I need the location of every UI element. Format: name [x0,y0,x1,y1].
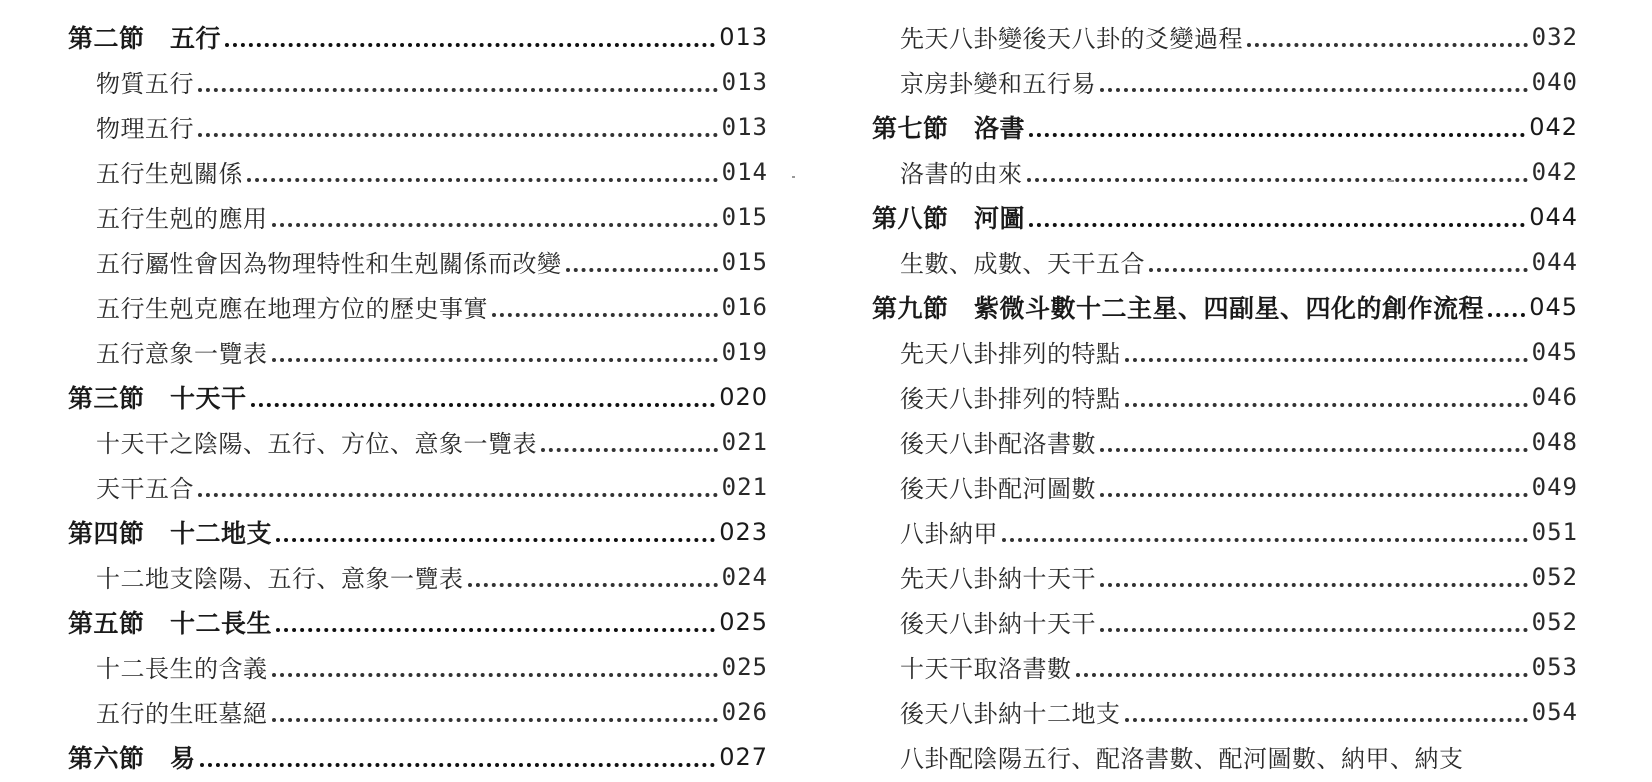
toc-page-number: 053 [1531,652,1578,681]
toc-entry-title: 後天八卦配洛書數 [900,430,1096,458]
dot-leader [251,403,716,407]
dot-leader [1125,718,1528,722]
toc-entry-title: 物理五行 [96,115,194,143]
toc-page-number: 054 [1531,697,1578,726]
toc-subsection-entry [872,239,1578,284]
toc-right-column [872,14,1578,779]
dot-leader [225,43,715,47]
toc-subsection-entry [872,329,1578,374]
toc-subsection-entry [68,689,768,734]
toc-entry-title: 物質五行 [96,70,194,98]
toc-section-entry [872,104,1578,149]
toc-entry-title: 後天八卦配河圖數 [900,475,1096,503]
toc-subsection-entry [872,689,1578,734]
dot-leader [1488,313,1525,317]
dot-leader [276,538,715,542]
toc-page-number: 032 [1531,22,1578,51]
toc-subsection-entry [872,419,1578,464]
toc-entry-title: 十天干之陰陽、五行、方位、意象一覽表 [96,430,537,458]
dot-leader [198,493,718,497]
toc-page-number: 048 [1531,427,1578,456]
toc-subsection-entry [872,464,1578,509]
toc-subsection-entry [872,14,1578,59]
toc-subsection-entry [872,554,1578,599]
dot-leader [541,448,718,452]
dot-leader [272,358,718,362]
toc-entry-title: 五行的生旺墓絕 [96,700,268,728]
toc-section-entry [68,734,768,779]
toc-entry-title: 十二長生的含義 [96,655,268,683]
toc-entry-title: 後天八卦排列的特點 [900,385,1121,413]
scan-speck [792,176,795,178]
toc-page-number: 025 [719,607,768,636]
dot-leader [1029,223,1525,227]
toc-page-number: 025 [721,652,768,681]
toc-subsection-entry [68,554,768,599]
toc-page-number: 040 [1531,67,1578,96]
toc-subsection-entry [872,149,1578,194]
toc-entry-title: 第七節 洛書 [872,113,1026,143]
toc-entry-title: 十天干取洛書數 [900,655,1072,683]
toc-page-number: 046 [1531,382,1578,411]
dot-leader [272,223,718,227]
toc-entry-title: 五行屬性會因為物理特性和生剋關係而改變 [96,250,562,278]
toc-entry-title: 十二地支陰陽、五行、意象一覽表 [96,565,464,593]
toc-page-number: 045 [1531,337,1578,366]
toc-page-number: 013 [719,22,768,51]
toc-entry-title: 第八節 河圖 [872,203,1026,233]
toc-entry-title: 五行意象一覽表 [96,340,268,368]
toc-entry-title: 八卦配陰陽五行、配洛書數、配河圖數、納甲、納支 [900,745,1464,773]
dot-leader [1100,628,1528,632]
dot-leader [247,178,718,182]
toc-entry-title: 天干五合 [96,475,194,503]
toc-subsection-entry [68,239,768,284]
toc-page-number: 026 [721,697,768,726]
toc-entry-title: 京房卦變和五行易 [900,70,1096,98]
toc-subsection-entry [872,599,1578,644]
toc-page-number: 015 [721,247,768,276]
toc-page-number: 016 [721,292,768,321]
toc-section-entry [68,374,768,419]
toc-entry-title: 八卦納甲 [900,520,998,548]
scan-speck [1388,180,1394,182]
toc-section-entry [872,284,1578,329]
toc-page-number: 015 [721,202,768,231]
dot-leader [272,718,718,722]
dot-leader [198,88,718,92]
dot-leader [1100,583,1528,587]
toc-page-number: 042 [1531,157,1578,186]
toc-left-column [68,14,768,779]
toc-page-number: 024 [721,562,768,591]
toc-entry-title: 第二節 五行 [68,23,222,53]
toc-page-number: 051 [1531,517,1578,546]
dot-leader [276,628,715,632]
toc-section-entry [68,599,768,644]
toc-section-entry [68,509,768,554]
toc-page-number: 044 [1531,247,1578,276]
dot-leader [1027,178,1528,182]
toc-subsection-entry [68,329,768,374]
toc-page-number: 052 [1531,562,1578,591]
toc-entry-title: 第六節 易 [68,743,196,773]
toc-subsection-entry [68,59,768,104]
toc-page-number: 052 [1531,607,1578,636]
toc-entry-title: 五行生剋關係 [96,160,243,188]
dot-leader [468,583,718,587]
dot-leader [1125,358,1528,362]
toc-page-number: 020 [719,382,768,411]
toc-entry-title: 先天八卦排列的特點 [900,340,1121,368]
toc-entry-title: 生數、成數、天干五合 [900,250,1145,278]
dot-leader [1100,493,1528,497]
toc-subsection-entry [68,464,768,509]
dot-leader [492,313,718,317]
dot-leader [272,673,718,677]
toc-subsection-entry [872,734,1578,779]
toc-page-number: 021 [721,472,768,501]
toc-section-entry [68,14,768,59]
toc-subsection-entry [68,644,768,689]
toc-entry-title: 五行生剋克應在地理方位的歷史事實 [96,295,488,323]
toc-entry-title: 第四節 十二地支 [68,518,273,548]
toc-subsection-entry [68,419,768,464]
toc-entry-title: 洛書的由來 [900,160,1023,188]
toc-subsection-entry [872,59,1578,104]
toc-page-number: 042 [1529,112,1578,141]
toc-page-number: 014 [721,157,768,186]
dot-leader [1100,448,1528,452]
dot-leader [200,763,716,767]
toc-subsection-entry [68,284,768,329]
toc-page-number: 013 [721,112,768,141]
toc-subsection-entry [68,104,768,149]
toc-page-number: 045 [1529,292,1578,321]
dot-leader [1100,88,1528,92]
toc-section-entry [872,194,1578,239]
toc-entry-title: 先天八卦納十天干 [900,565,1096,593]
toc-entry-title: 五行生剋的應用 [96,205,268,233]
dot-leader [566,268,718,272]
dot-leader [1076,673,1528,677]
dot-leader [1247,43,1528,47]
dot-leader [198,133,718,137]
dot-leader [1029,133,1525,137]
toc-page-number: 049 [1531,472,1578,501]
dot-leader [1125,403,1528,407]
toc-subsection-entry [68,149,768,194]
toc-entry-title: 第五節 十二長生 [68,608,273,638]
toc-page-number: 044 [1529,202,1578,231]
toc-entry-title: 第三節 十天干 [68,383,247,413]
toc-entry-title: 後天八卦納十天干 [900,610,1096,638]
toc-page-number: 023 [719,517,768,546]
dot-leader [1149,268,1528,272]
toc-subsection-entry [68,194,768,239]
toc-subsection-entry [872,509,1578,554]
toc-subsection-entry [872,374,1578,419]
toc-page-number: 019 [721,337,768,366]
toc-entry-title: 先天八卦變後天八卦的爻變過程 [900,25,1243,53]
toc-page-number: 013 [721,67,768,96]
dot-leader [1002,538,1528,542]
toc-entry-title: 後天八卦納十二地支 [900,700,1121,728]
toc-entry-title: 第九節 紫微斗數十二主星、四副星、四化的創作流程 [872,293,1485,323]
toc-subsection-entry [872,644,1578,689]
toc-page-number: 021 [721,427,768,456]
toc-page-number: 027 [719,742,768,771]
